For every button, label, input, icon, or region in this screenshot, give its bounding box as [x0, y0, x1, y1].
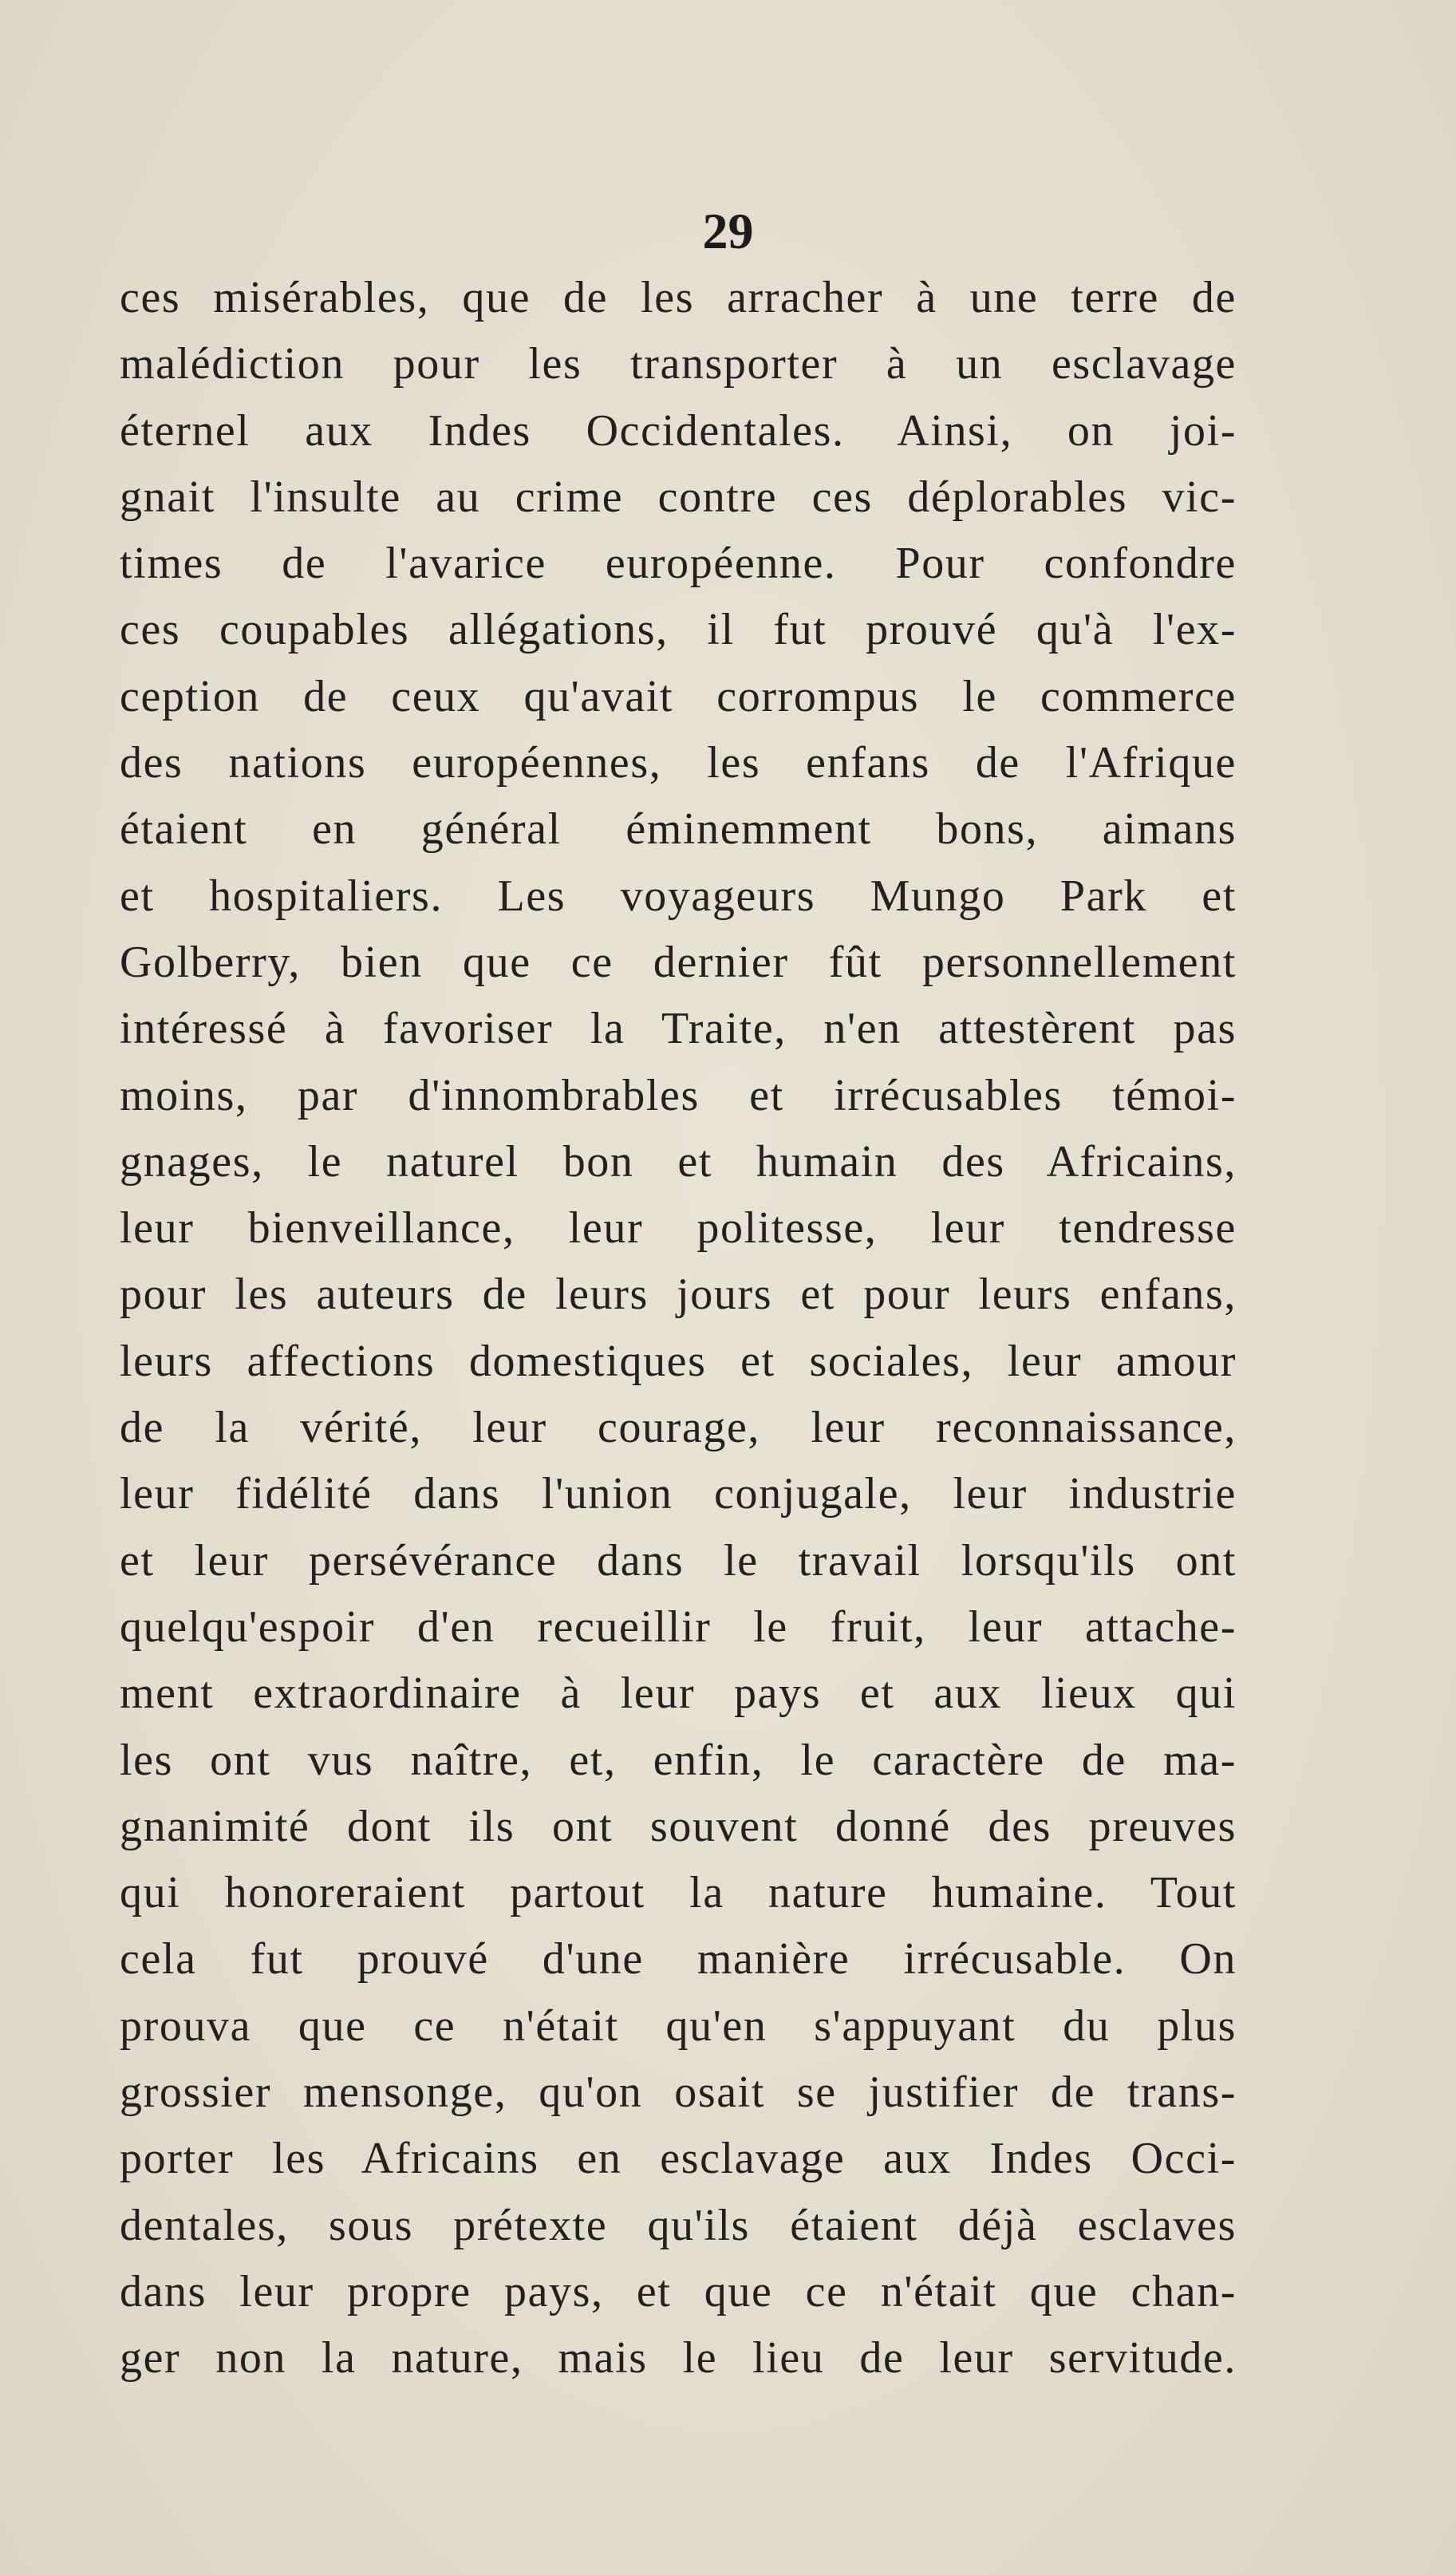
text-line: cela fut prouvé d'une manière irrécusable. On — [120, 1934, 1237, 1985]
text-line: ment extraordinaire à leur pays et aux lieux qui — [120, 1669, 1237, 1719]
text-line: quelqu'espoir d'en recueillir le fruit, leur attache- — [120, 1601, 1237, 1652]
text-line: les ont vus naître, et, enfin, le caractère de ma- — [120, 1735, 1237, 1785]
text-line: porter les Africains en esclavage aux Indes Occi- — [120, 2134, 1237, 2184]
text-line: Golberry, bien que ce dernier fût personnellement — [120, 937, 1237, 987]
text-line: ger non la nature, mais le lieu de leur servitude. — [120, 2333, 1237, 2383]
text-line: gnait l'insulte au crime contre ces déplorables vic- — [120, 472, 1237, 522]
body-text — [120, 265, 1237, 2392]
text-line: et hospitaliers. Les voyageurs Mungo Park et — [120, 871, 1237, 921]
page-number: 29 — [702, 203, 754, 259]
text-line: leurs affections domestiques et sociales, leur amour — [120, 1336, 1237, 1386]
text-line: gnanimité dont ils ont souvent donné des preuves — [120, 1801, 1237, 1851]
text-line: de la vérité, leur courage, leur reconnaissance, — [120, 1403, 1237, 1453]
text-line: ception de ceux qu'avait corrompus le commerce — [120, 671, 1237, 721]
text-line: qui honoreraient partout la nature humaine. Tout — [120, 1868, 1237, 1918]
text-line: gnages, le naturel bon et humain des Africains, — [120, 1136, 1237, 1187]
text-line: prouva que ce n'était qu'en s'appuyant du plus — [120, 2000, 1237, 2051]
text-line: grossier mensonge, qu'on osait se justifier de trans- — [120, 2068, 1237, 2118]
text-line: étaient en général éminemment bons, aimans — [120, 804, 1237, 855]
text-line: times de l'avarice européenne. Pour confondre — [120, 539, 1237, 589]
text-line: leur bienveillance, leur politesse, leur tendresse — [120, 1203, 1237, 1254]
text-line: dans leur propre pays, et que ce n'était que chan- — [120, 2266, 1237, 2316]
text-line: moins, par d'innombrables et irrécusables témoi- — [120, 1070, 1237, 1120]
text-line: dentales, sous prétexte qu'ils étaient déjà esclaves — [120, 2200, 1237, 2250]
text-line: leur fidélité dans l'union conjugale, leur industrie — [120, 1469, 1237, 1519]
text-line: intéressé à favoriser la Traite, n'en attestèrent pas — [120, 1004, 1237, 1054]
text-line: pour les auteurs de leurs jours et pour leurs enfans, — [120, 1270, 1237, 1320]
text-line: malédiction pour les transporter à un esclavage — [120, 339, 1237, 389]
text-line: ces misérables, que de les arracher à une terre de — [120, 273, 1237, 322]
text-line: éternel aux Indes Occidentales. Ainsi, on joi- — [120, 405, 1237, 456]
text-line: et leur persévérance dans le travail lorsqu'ils ont — [120, 1535, 1237, 1586]
text-line: ces coupables allégations, il fut prouvé qu'à l'ex- — [120, 605, 1237, 655]
text-line: des nations européennes, les enfans de l'Afrique — [120, 738, 1237, 788]
